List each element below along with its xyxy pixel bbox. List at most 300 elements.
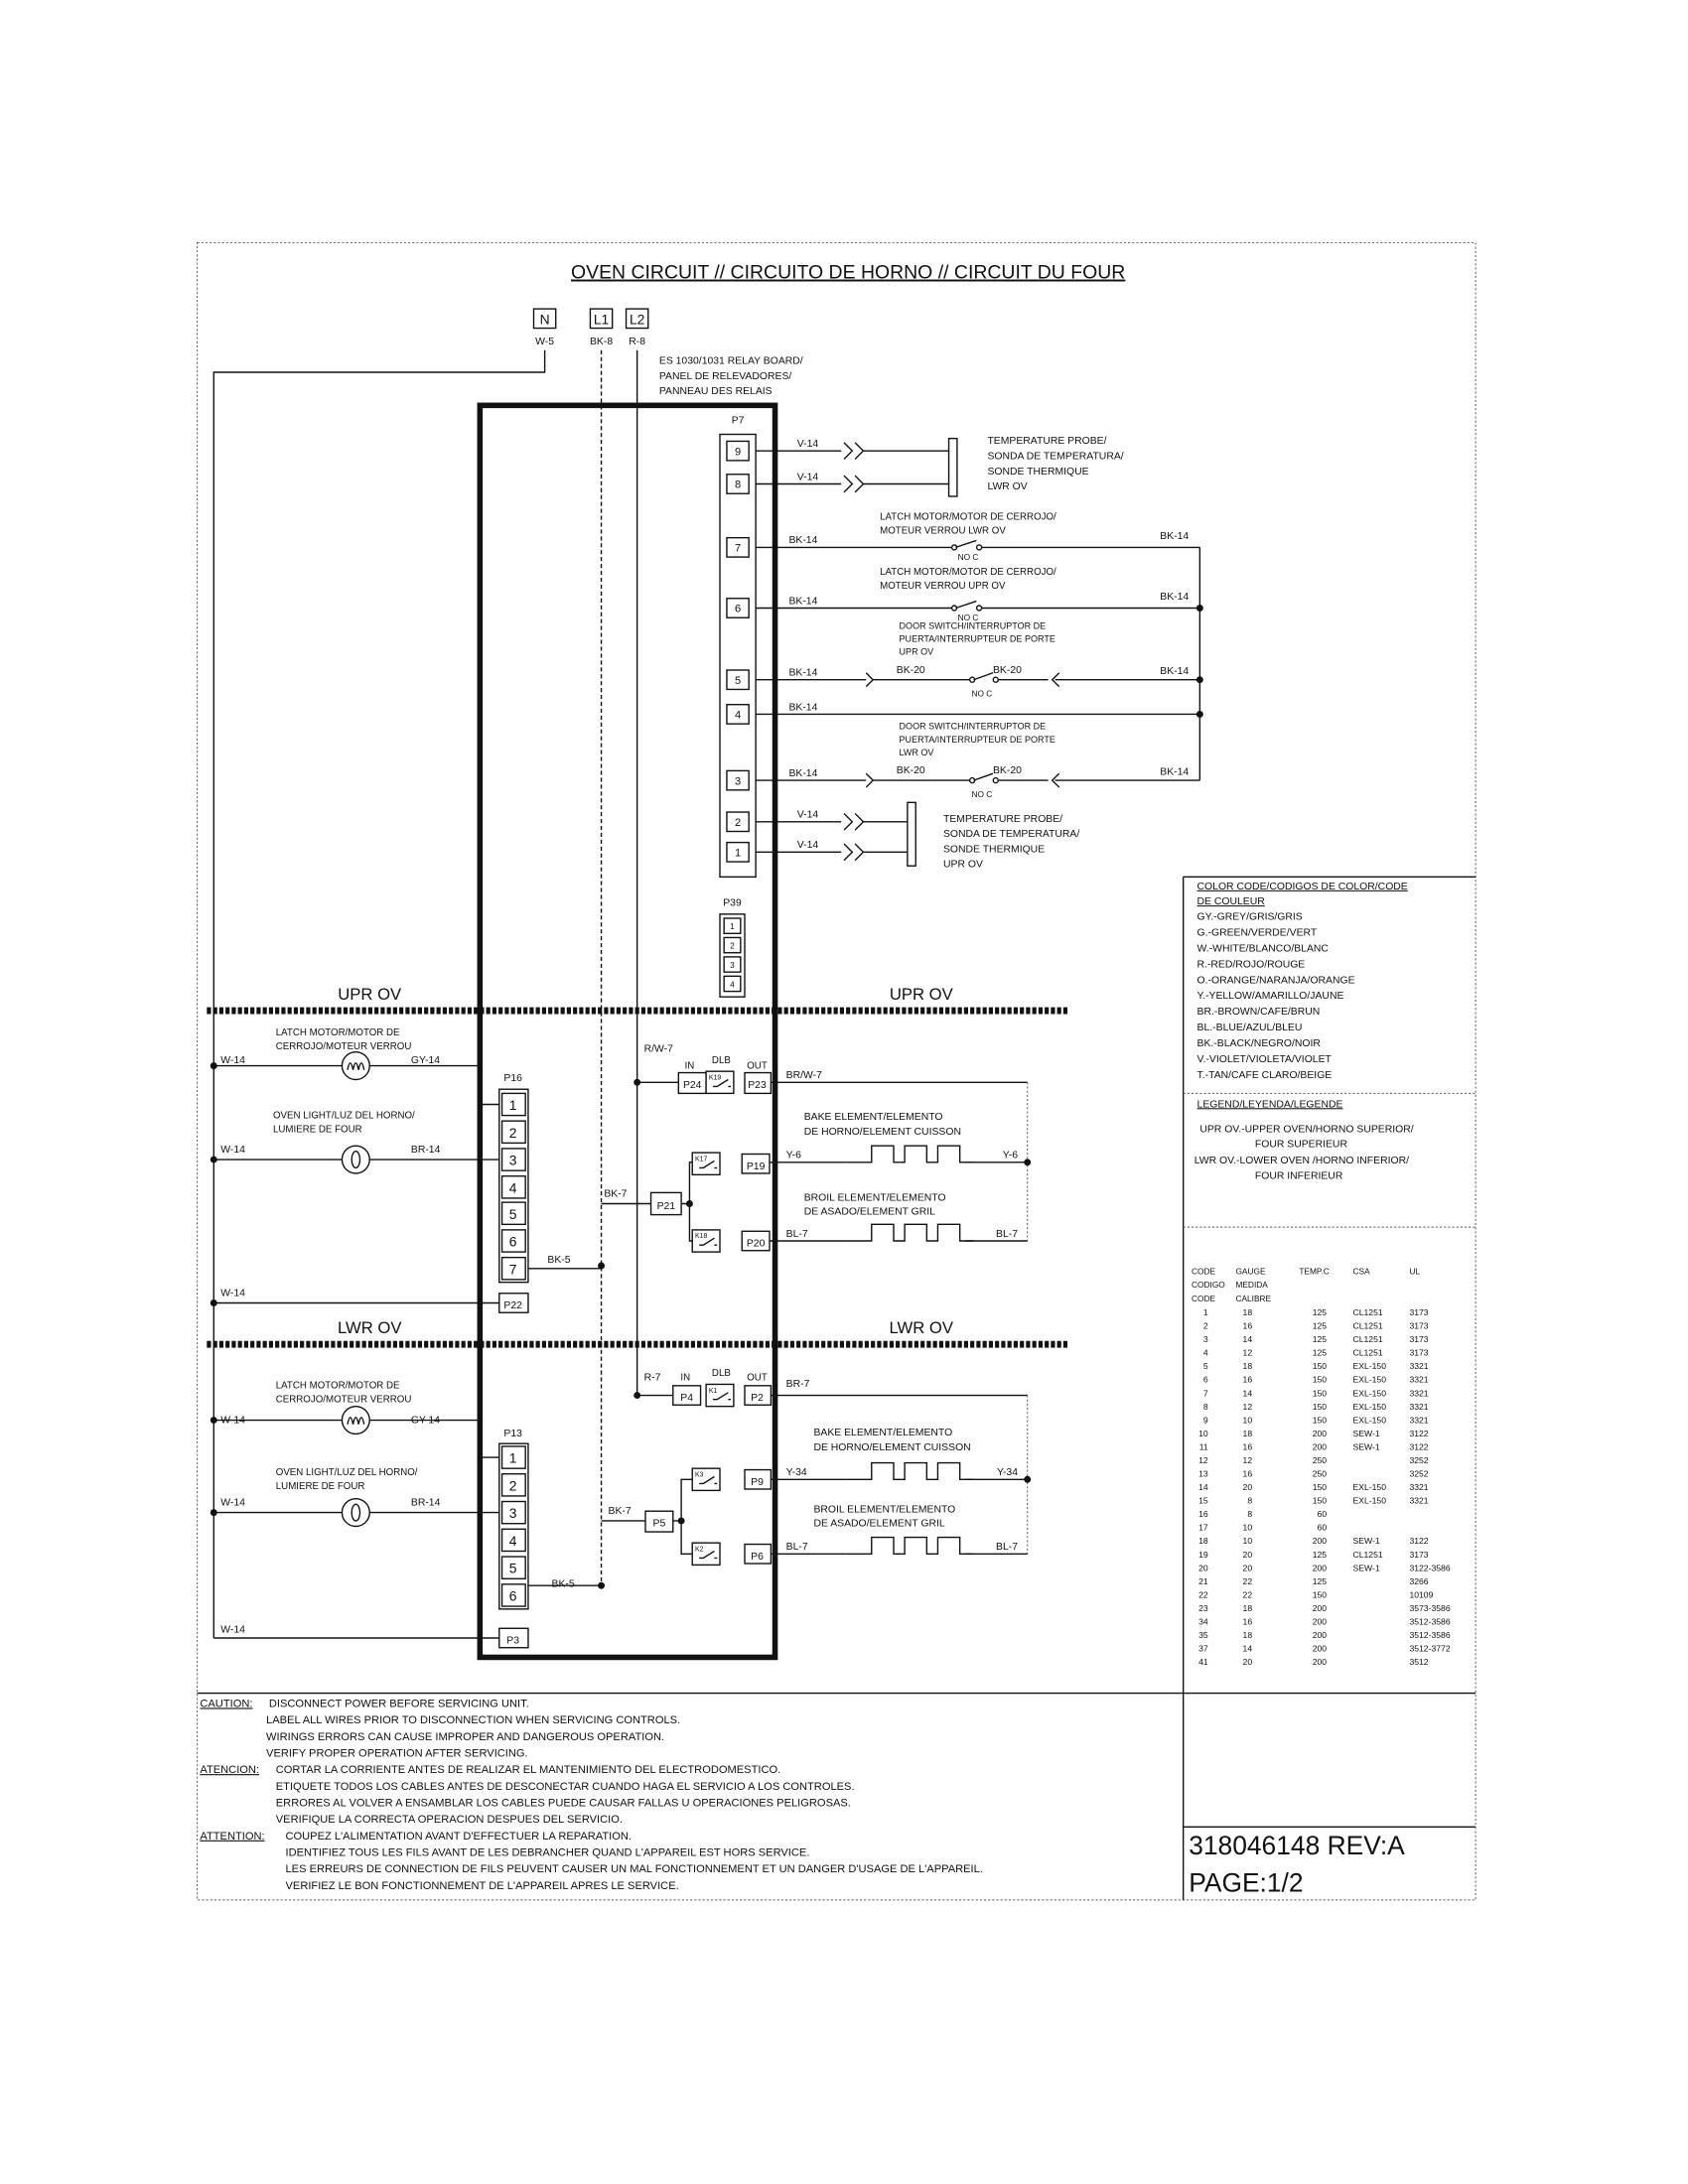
p13-label: P13 [503, 1429, 522, 1440]
color-code-heading: DE COULEUR [1196, 896, 1265, 908]
p13-pin-label: 3 [508, 1505, 517, 1522]
door-switch-label: PUERTA/INTERRUPTEUR DE PORTE [899, 633, 1055, 644]
wire-label: BK-20 [993, 664, 1022, 676]
wire-label: BR-14 [410, 1497, 441, 1509]
p7-pin-label: 7 [734, 542, 742, 555]
p7-label: P7 [731, 415, 745, 427]
relay-label: K18 [695, 1233, 708, 1241]
gauge-table-cell: 150 [1312, 1415, 1328, 1426]
color-code-entry: O.-ORANGE/NARANJA/ORANGE [1196, 975, 1355, 987]
section-label-upper: UPR OV [338, 984, 402, 1004]
gauge-table-cell: 200 [1312, 1428, 1328, 1438]
wire-label: W-14 [220, 1054, 245, 1066]
switch-blade [974, 773, 993, 780]
junction-dot [686, 1200, 693, 1207]
gauge-table-cell: 18 [1242, 1630, 1253, 1640]
wire [673, 1479, 692, 1554]
color-code-entry: BL.-BLUE/AZUL/BLEU [1196, 1023, 1303, 1034]
section-label-upper: UPR OV [889, 984, 953, 1004]
p7-pin-label: 9 [734, 446, 742, 459]
p16-pin-label: 6 [508, 1233, 517, 1250]
wire-label: BK-14 [788, 535, 818, 547]
p2-label: P2 [751, 1393, 764, 1405]
junction-dot [678, 1517, 685, 1524]
relay-board-label: PANNEAU DES RELAIS [658, 386, 773, 398]
wire-label: BL-7 [996, 1228, 1018, 1240]
wire-label: BK-14 [788, 667, 818, 679]
door-switch-label: UPR OV [899, 646, 934, 657]
relay-label: K19 [708, 1074, 722, 1082]
caution-line: LES ERREURS DE CONNECTION DE FILS PEUVENT CAUSER UN MAL FONCTIONNEMENT ET UN DANGER D'USAGE DE L'APPAREIL. [285, 1863, 983, 1876]
gauge-table-cell: 9 [1202, 1415, 1208, 1426]
gauge-table-cell: 14 [1242, 1388, 1253, 1399]
door-switch-label: DOOR SWITCH/INTERRUPTOR DE [899, 721, 1047, 732]
wire-label: BK-20 [896, 765, 925, 777]
p39-pin-label: 3 [730, 960, 735, 970]
p39-pin-label: 4 [730, 979, 735, 990]
color-code-heading: COLOR CODE/CODIGOS DE COLOR/CODE [1196, 881, 1408, 892]
gauge-table-cell: 18 [1242, 1361, 1253, 1372]
caution-line: CORTAR LA CORRIENTE ANTES DE REALIZAR EL MANTENIMIENTO DEL ELECTRODOMESTICO. [275, 1764, 781, 1777]
p4-label: P4 [680, 1393, 694, 1405]
gauge-table-cell: SEW-1 [1352, 1441, 1380, 1452]
latch-label: LATCH MOTOR/MOTOR DE CERROJO/ [880, 567, 1056, 579]
switch-blade [974, 673, 993, 680]
gauge-table-cell: 3252 [1409, 1468, 1429, 1479]
bake-element-label: DE HORNO/ELEMENT CUISSON [803, 1127, 961, 1139]
color-code-entry: BK.-BLACK/NEGRO/NOIR [1196, 1038, 1321, 1050]
gauge-table-cell: 3321 [1409, 1374, 1429, 1385]
gauge-table-cell: 3173 [1409, 1549, 1429, 1560]
gauge-table-cell: 16 [1242, 1320, 1253, 1331]
broil-element-label: DE ASADO/ELEMENT GRIL [813, 1518, 945, 1530]
gauge-table-cell: 200 [1312, 1536, 1328, 1547]
gauge-table-cell: 150 [1312, 1401, 1328, 1412]
gauge-table-cell: EXL-150 [1352, 1374, 1387, 1385]
wire-label: BL-7 [785, 1542, 808, 1554]
p7-pin-label: 2 [734, 816, 742, 829]
gauge-table-header: CALIBRE [1235, 1294, 1272, 1304]
gauge-table-cell: 37 [1198, 1643, 1208, 1654]
caution-line: VERIFIQUE LA CORRECTA OPERACION DESPUES DEL SERVICIO. [275, 1814, 623, 1827]
switch-terminal-label: NO C [971, 688, 993, 699]
p22-label: P22 [503, 1300, 522, 1312]
color-code-entry: G.-GREEN/VERDE/VERT [1196, 927, 1318, 939]
gauge-table-cell: 20 [1242, 1563, 1253, 1573]
gauge-table-cell: 18 [1242, 1307, 1253, 1318]
legend-entry: UPR OV.-UPPER OVEN/HORNO SUPERIOR/ [1199, 1124, 1414, 1136]
gauge-table-cell: EXL-150 [1352, 1388, 1387, 1399]
oven-light-label: LUMIERE DE FOUR [275, 1481, 365, 1492]
gauge-table-cell: 3321 [1409, 1388, 1429, 1399]
bake-element-label: BAKE ELEMENT/ELEMENTO [813, 1427, 953, 1438]
gauge-table-cell: 12 [1242, 1454, 1253, 1465]
wire-label: Y-6 [785, 1150, 801, 1161]
oven-light-icon [342, 1499, 369, 1527]
caution-label-es: ATENCION: [200, 1764, 260, 1777]
color-code-entry: Y.-YELLOW/AMARILLO/JAUNE [1196, 991, 1344, 1003]
caution-line: DISCONNECT POWER BEFORE SERVICING UNIT. [268, 1698, 529, 1710]
gauge-table-cell: 3122 [1409, 1536, 1429, 1547]
gauge-table-cell: CL1251 [1352, 1347, 1383, 1358]
gauge-table-cell: 8 [1247, 1509, 1253, 1520]
legend-entry: FOUR SUPERIEUR [1254, 1139, 1347, 1151]
gauge-table-cell: 16 [1242, 1468, 1253, 1479]
caution-line: COUPEZ L'ALIMENTATION AVANT D'EFFECTUER LA REPARATION. [285, 1830, 632, 1843]
wire-label: BK-7 [608, 1506, 632, 1517]
plug-connector-icon [844, 476, 863, 492]
p23-label: P23 [748, 1079, 767, 1091]
gauge-table-cell: 3266 [1409, 1575, 1429, 1586]
legend-entry: FOUR INFERIEUR [1254, 1170, 1343, 1182]
plug-connector-icon [844, 844, 863, 861]
gauge-table-cell: 10 [1242, 1536, 1253, 1547]
gauge-table-cell: 16 [1198, 1509, 1208, 1520]
gauge-table-cell: SEW-1 [1352, 1563, 1380, 1573]
wire-label: BL-7 [996, 1542, 1018, 1554]
gauge-table-cell: 4 [1202, 1347, 1208, 1358]
wire-label: BK-20 [993, 765, 1022, 777]
gauge-table-cell: 17 [1198, 1522, 1208, 1533]
gauge-table-cell: 200 [1312, 1657, 1328, 1668]
color-code-entry: W.-WHITE/BLANCO/BLANC [1196, 943, 1329, 955]
gauge-table-cell: 3252 [1409, 1454, 1429, 1465]
gauge-table-cell: 125 [1312, 1549, 1328, 1560]
broil-element-label: DE ASADO/ELEMENT GRIL [803, 1206, 935, 1218]
wire-label: GY-14 [410, 1054, 441, 1066]
gauge-table-cell: 150 [1312, 1374, 1328, 1385]
gauge-table-cell: 200 [1312, 1563, 1328, 1573]
caution-line: VERIFIEZ LE BON FONCTIONNEMENT DE L'APPAREIL APRES LE SERVICE. [285, 1879, 679, 1892]
p16-pin-label: 4 [508, 1179, 517, 1196]
supply-wire-label: BK-8 [589, 337, 614, 348]
wire-label: BK-14 [1160, 531, 1190, 543]
legend-entry: LWR OV.-LOWER OVEN /HORNO INFERIOR/ [1194, 1156, 1410, 1167]
gauge-table-cell: 3122 [1409, 1428, 1429, 1438]
gauge-table-cell: 5 [1202, 1361, 1208, 1372]
gauge-table-cell: 3321 [1409, 1401, 1429, 1412]
gauge-table-cell: 3173 [1409, 1334, 1429, 1345]
broil-element-label: BROIL ELEMENT/ELEMENTO [803, 1192, 946, 1204]
wire-label: BL-7 [785, 1228, 808, 1240]
wire-label: BK-14 [1160, 766, 1190, 778]
gauge-table-cell: CL1251 [1352, 1334, 1383, 1345]
wire-label: BR/W-7 [785, 1070, 822, 1082]
relay-label: K17 [695, 1156, 708, 1163]
caution-line: LABEL ALL WIRES PRIOR TO DISCONNECTION WHEN SERVICING CONTROLS. [266, 1714, 681, 1727]
bake-element-label: DE HORNO/ELEMENT CUISSON [813, 1442, 971, 1454]
section-label-lower: LWR OV [889, 1318, 954, 1338]
supply-terminal-label: L2 [629, 311, 645, 328]
gauge-table-cell: 3321 [1409, 1415, 1429, 1426]
broil-element-icon [847, 1224, 974, 1241]
p7-pin-label: 8 [734, 478, 742, 491]
wire-label: W-14 [220, 1288, 245, 1299]
gauge-table-header: TEMP.C [1299, 1266, 1330, 1277]
gauge-table-cell: 18 [1242, 1602, 1253, 1613]
probe-label: TEMPERATURE PROBE/ [987, 436, 1107, 448]
gauge-table-cell: SEW-1 [1352, 1428, 1380, 1438]
junction-dot [1024, 1476, 1031, 1483]
supply-terminal-label: L1 [593, 311, 610, 328]
latch-motor-label: LATCH MOTOR/MOTOR DE [275, 1380, 400, 1392]
gauge-table-cell: 150 [1312, 1589, 1328, 1600]
probe-label: UPR OV [943, 859, 983, 871]
gauge-table-header: CODE [1192, 1294, 1216, 1304]
gauge-table-cell: 12 [1242, 1347, 1253, 1358]
relay-dlb-label: DLB [711, 1054, 731, 1066]
motor-icon [342, 1052, 369, 1080]
p16-label: P16 [503, 1072, 522, 1084]
gauge-table-cell: 2 [1202, 1320, 1208, 1331]
p20-label: P20 [746, 1238, 766, 1250]
probe-label: SONDA DE TEMPERATURA/ [987, 451, 1124, 463]
gauge-table-cell: 3173 [1409, 1307, 1429, 1318]
gauge-table-cell: 3321 [1409, 1495, 1429, 1506]
p7-pin-label: 4 [734, 709, 742, 722]
switch-blade [956, 540, 977, 547]
plug-connector-icon [866, 773, 873, 787]
gauge-table-cell: 200 [1312, 1616, 1328, 1627]
gauge-table-cell: 3122 [1409, 1441, 1429, 1452]
p16-pin-label: 1 [508, 1097, 517, 1114]
latch-label: MOTEUR VERROU UPR OV [880, 581, 1006, 593]
gauge-table-cell: 18 [1198, 1536, 1208, 1547]
p6-label: P6 [751, 1551, 764, 1563]
gauge-table-header: GAUGE [1235, 1266, 1266, 1277]
gauge-table-cell: EXL-150 [1352, 1361, 1387, 1372]
relay-label: K2 [695, 1546, 704, 1554]
wire-label: BR-14 [410, 1145, 441, 1157]
caution-label-fr: ATTENTION: [200, 1830, 265, 1843]
supply-wire-label: R-8 [629, 337, 646, 348]
relay-label: K1 [708, 1387, 718, 1395]
gauge-table-cell: 15 [1198, 1495, 1208, 1506]
latch-motor-label: LATCH MOTOR/MOTOR DE [275, 1027, 400, 1039]
p21-label: P21 [656, 1201, 676, 1213]
wire-label: Y-6 [1002, 1150, 1018, 1161]
gauge-table-cell: EXL-150 [1352, 1401, 1387, 1412]
latch-label: MOTEUR VERROU LWR OV [880, 525, 1006, 537]
motor-icon [342, 1407, 369, 1434]
p13-pin-label: 2 [508, 1477, 517, 1494]
wire-label: W-14 [220, 1145, 245, 1157]
wire-label: BK-14 [788, 596, 818, 608]
p39-pin-label: 2 [730, 940, 735, 951]
gauge-table-cell: CL1251 [1352, 1549, 1383, 1560]
gauge-table-cell: 3173 [1409, 1347, 1429, 1358]
gauge-table-cell: 23 [1198, 1602, 1208, 1613]
gauge-table-cell: 3 [1202, 1334, 1208, 1345]
gauge-table-cell: SEW-1 [1352, 1536, 1380, 1547]
caution-label-en: CAUTION: [200, 1698, 253, 1710]
wire-label: W-14 [220, 1624, 245, 1636]
plug-connector-icon [844, 813, 863, 830]
gauge-table-cell: 22 [1242, 1589, 1253, 1600]
gauge-table-cell: 8 [1247, 1495, 1253, 1506]
section-label-lower: LWR OV [337, 1318, 402, 1338]
gauge-table-cell: 200 [1312, 1643, 1328, 1654]
gauge-table-cell: 150 [1312, 1482, 1328, 1493]
gauge-table-cell: 10 [1242, 1415, 1253, 1426]
plug-connector-icon [844, 443, 863, 460]
wire-label: BK-20 [896, 664, 925, 676]
color-code-entry: BR.-BROWN/CAFE/BRUN [1196, 1007, 1321, 1019]
gauge-table-cell: 20 [1242, 1657, 1253, 1668]
p16-pin-label: 7 [508, 1261, 517, 1278]
p3-label: P3 [506, 1635, 520, 1647]
probe-label: SONDE THERMIQUE [943, 844, 1046, 856]
color-code-entry: GY.-GREY/GRIS/GRIS [1196, 911, 1303, 923]
diagram-title: OVEN CIRCUIT // CIRCUITO DE HORNO // CIRCUIT DU FOUR [571, 261, 1126, 284]
gauge-table-cell: 11 [1198, 1441, 1208, 1452]
gauge-table-cell: 20 [1198, 1563, 1208, 1573]
p13-pin-label: 4 [508, 1532, 517, 1549]
gauge-table-cell: 200 [1312, 1630, 1328, 1640]
temperature-probe-icon [949, 439, 957, 496]
switch-contact [977, 606, 982, 611]
relay-out-label: OUT [747, 1060, 768, 1072]
gauge-table-header: CODE [1192, 1266, 1216, 1277]
gauge-table-cell: 10109 [1409, 1589, 1434, 1600]
broil-element-label: BROIL ELEMENT/ELEMENTO [813, 1504, 956, 1516]
gauge-table-cell: 20 [1242, 1549, 1253, 1560]
junction-dot [1024, 1159, 1031, 1165]
gauge-table-cell: 250 [1312, 1454, 1328, 1465]
gauge-table-cell: 150 [1312, 1495, 1328, 1506]
oven-light-label: LUMIERE DE FOUR [273, 1124, 362, 1136]
document-number: 318046148 REV:A [1189, 1831, 1405, 1861]
p39-pin-label: 1 [730, 921, 735, 932]
supply-wire-label: W-5 [535, 337, 555, 348]
door-switch-label: LWR OV [899, 748, 934, 758]
gauge-table-cell: 3512-3586 [1409, 1616, 1451, 1627]
wire-label: V-14 [796, 840, 819, 852]
color-code-entry: R.-RED/ROJO/ROUGE [1196, 959, 1306, 971]
oven-light-label: OVEN LIGHT/LUZ DEL HORNO/ [275, 1467, 418, 1479]
gauge-table-cell: 34 [1198, 1616, 1208, 1627]
wire-label: R-7 [643, 1372, 661, 1384]
gauge-table-cell: 13 [1198, 1468, 1208, 1479]
gauge-table-cell: 16 [1242, 1616, 1253, 1627]
gauge-table-cell: 8 [1202, 1401, 1208, 1412]
gauge-table-cell: 3321 [1409, 1361, 1429, 1372]
p7-pin-label: 6 [734, 603, 742, 615]
gauge-table-cell: 125 [1312, 1347, 1328, 1358]
diagram-labels [200, 262, 1450, 1898]
broil-element-icon [847, 1538, 974, 1555]
gauge-table-cell: 125 [1312, 1320, 1328, 1331]
gauge-table-cell: 7 [1202, 1388, 1208, 1399]
caution-line: VERIFY PROPER OPERATION AFTER SERVICING. [266, 1747, 528, 1760]
gauge-table-cell: 18 [1242, 1428, 1253, 1438]
switch-terminal-label: NO C [971, 788, 993, 799]
p7-pin-label: 1 [734, 847, 742, 860]
gauge-table-cell: 20 [1242, 1482, 1253, 1493]
gauge-table-cell: 3512-3586 [1409, 1630, 1451, 1640]
wire-label: BK-5 [547, 1255, 571, 1267]
p16-pin-label: 5 [508, 1205, 517, 1222]
gauge-table-cell: 125 [1312, 1334, 1328, 1345]
relay-label: K3 [695, 1471, 704, 1479]
oven-light-label: OVEN LIGHT/LUZ DEL HORNO/ [273, 1110, 415, 1122]
probe-label: TEMPERATURE PROBE/ [943, 813, 1063, 825]
wire-label: W-14 [220, 1415, 245, 1427]
temperature-probe-icon [908, 802, 915, 866]
gauge-table-cell: EXL-150 [1352, 1495, 1387, 1506]
gauge-table-cell: 3173 [1409, 1320, 1429, 1331]
gauge-table-cell: 3512 [1409, 1657, 1429, 1668]
bake-element-icon [847, 1463, 974, 1480]
gauge-table-cell: 200 [1312, 1441, 1328, 1452]
wire-label: BR-7 [785, 1379, 810, 1391]
wire-label: Y-34 [996, 1467, 1018, 1479]
junction-dot [1196, 711, 1203, 718]
junction-dot [1196, 676, 1203, 683]
gauge-table-cell: 14 [1242, 1643, 1253, 1654]
relay-dlb-label: DLB [711, 1368, 731, 1380]
bake-element-icon [847, 1146, 974, 1162]
probe-label: SONDE THERMIQUE [987, 466, 1089, 478]
wire-label: R/W-7 [643, 1043, 673, 1055]
gauge-table-cell: 3573-3586 [1409, 1602, 1451, 1613]
gauge-table-cell: 10 [1242, 1522, 1253, 1533]
gauge-table-cell: 1 [1202, 1307, 1208, 1318]
relay-in-label: IN [680, 1372, 691, 1384]
wire-label: V-14 [796, 809, 819, 821]
gauge-table-header: CSA [1352, 1266, 1370, 1277]
gauge-table-cell: EXL-150 [1352, 1415, 1387, 1426]
gauge-table-cell: EXL-150 [1352, 1482, 1387, 1493]
p24-label: P24 [682, 1079, 702, 1091]
relay-board-label: PANEL DE RELEVADORES/ [658, 370, 792, 382]
caution-line: IDENTIFIEZ TOUS LES FILS AVANT DE LES DEBRANCHER QUAND L'APPAREIL EST HORS SERVICE. [285, 1846, 810, 1859]
gauge-table-cell: 150 [1312, 1361, 1328, 1372]
wire-label: V-14 [796, 472, 819, 483]
plug-connector-icon [866, 673, 873, 687]
gauge-table-cell: 10 [1198, 1428, 1208, 1438]
p7-connector [720, 435, 756, 878]
gauge-table-cell: 14 [1242, 1334, 1253, 1345]
p13-pin-label: 5 [508, 1560, 517, 1576]
switch-blade [956, 602, 977, 609]
probe-label: LWR OV [987, 481, 1028, 493]
relay-board-label: ES 1030/1031 RELAY BOARD/ [658, 355, 803, 367]
wire-label: Y-34 [785, 1467, 807, 1479]
latch-motor-label: CERROJO/MOTEUR VERROU [275, 1040, 412, 1052]
switch-contact [993, 677, 998, 682]
color-code-entry: T.-TAN/CAFE CLARO/BEIGE [1196, 1070, 1333, 1082]
gauge-table-cell: 22 [1198, 1589, 1208, 1600]
caution-line: ERRORES AL VOLVER A ENSAMBLAR LOS CABLES PUEDE CAUSAR FALLAS U OPERACIONES PELIGROSAS. [275, 1797, 851, 1810]
p16-pin-label: 2 [508, 1124, 517, 1141]
junction-dot [1196, 605, 1203, 612]
supply-terminal-label: N [539, 311, 550, 328]
caution-line: WIRINGS ERRORS CAN CAUSE IMPROPER AND DANGEROUS OPERATION. [266, 1730, 665, 1743]
gauge-table-header: CODIGO [1192, 1280, 1225, 1291]
gauge-table-cell: 14 [1198, 1482, 1208, 1493]
gauge-table-header: MEDIDA [1235, 1280, 1268, 1291]
bake-element-label: BAKE ELEMENT/ELEMENTO [803, 1111, 943, 1123]
wire-label: GY-14 [410, 1415, 441, 1427]
gauge-table-cell: 12 [1198, 1454, 1208, 1465]
relay-out-label: OUT [747, 1372, 768, 1384]
p5-label: P5 [652, 1518, 666, 1530]
color-code-entry: V.-VIOLET/VIOLETA/VIOLET [1196, 1054, 1332, 1066]
gauge-table-cell: 60 [1317, 1509, 1328, 1520]
latch-label: LATCH MOTOR/MOTOR DE CERROJO/ [880, 511, 1056, 523]
wire-label: W-14 [220, 1497, 245, 1509]
